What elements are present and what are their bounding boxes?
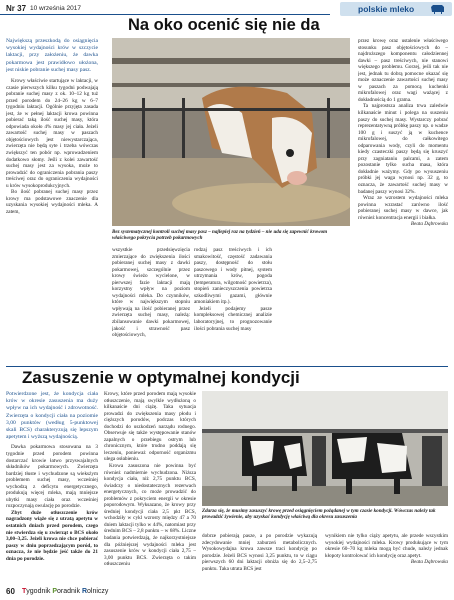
- article1-photo-caption: Bez systematycznej kontroli suchej masy pasz – najlepiej raz na tydzień – nie uda się zapewnić krowom właściwego pokrycia potrzeb pokarmowych: [112, 229, 328, 242]
- article2-col2: [104, 391, 196, 586]
- article1-lead: Największą przeszkodą do osiągnięcia wysokiej wydajności krów w szczycie laktacji, przy założeniu, że dawka pokarmowa jest prawidłowo ułożona, jest niskie pobranie suchej masy pasz.: [6, 38, 98, 73]
- article2-paragraph: Krowa zasuszona nie powinna być również nadmiernie wychudzona. Niższa kondycja ciała, niż 2,75 punktu BCS, świadczy o niedostatecznych rezerwach energetycznych, co może prowadzić do problemów z pokryciem energii w okresie poporodowym. Wyksazano, że krowy przy średniej kondycji ciała 2,5 pkt BCS, wchodziły w cykl wzrosty między 47 a 70 dniem laktacji tylko w 44%, natomiast przy średnim BCS – 2,8 punktu – w 68%. Liczne badania potwierdzają, że najkorzystniejsze dla późniejszej wydajności mleka jest zasuszenie krów w kondycji ciała 2,75 – 3,00 punktu BCS. Zwierzęta o takim otłuszczeniu: [104, 463, 196, 568]
- brand-letter: T: [22, 588, 27, 595]
- article1-col2: [112, 247, 190, 359]
- issue-number: Nr 37: [6, 4, 27, 13]
- article2-paragraph: dobrze pobierają pasze, a po porodzie wykazują zdecydowanie mniej zaburzeń metabolicznych. Wysokowydajna krowa zawsze traci kondycję po porodzie. Jeżeli BCS wynosi 3,25 punktu, to w ciągu pierwszych 60 dni laktacji obniża się do 2,5–2,75 punktu. Taka utrata BCS jest: [202, 533, 317, 572]
- page-number: 60: [6, 587, 15, 596]
- article2-col4: [325, 533, 448, 589]
- article1-paragraph: Ta najprostsza analiza trwa zaledwie kilkanaście minut i polega na suszeniu paszy do suchej masy. Wystarczy pobrać reprezentatywną próbkę paszy np. o wadze 100 g i suszyć ją w kuchence mikrofalowej, do całkowitego odparowania wody, czyli do momentu kiedy czasteczki paszy będą się kruszyć przy zagniataniu palcami, a zatem pozostanie tylko sucha masa, która dokładnie ważymy. Gdy po wysuszeniu próbki jej waga wynosi np. 32 g, to oznacza, że zawartość suchej masy w badanej paszy wynosi 32%.: [358, 103, 448, 195]
- section-divider: [6, 366, 448, 367]
- article2-photo-caption: Zdarza się, że musimy zasuszyć krowę przed osiągnięciem pożądanej w tym czasie kondycji. Wówczas należy tak prowadzić żywienie, aby uzyskać kondycję właściwą dla okresu zasuszenia: [202, 508, 436, 521]
- article1-paragraph: wszystkie przedsięwzięcia zmierzające do zwiększenia ilości pobieranej suchej masy z dawki pokarmowej, szczególnie przez krowy świeżo wycielone, w pierwszej fazie laktacji mają korzystny wpływ na poziom wydajności mleka. Do czynników, które w największym stopniu wpływają na ilość pobieranej przez zwierzęta suchej masy, należą: zbilansowanie dawki pokarmowej, jakość i strawność pasz objętościowych,: [112, 247, 190, 339]
- issue-date: 10 września 2017: [30, 5, 81, 12]
- article2-paragraph-bold: Zbyt duże otłuszczenie krów nagradzony wiąże się z utratą apetytu w ostatnich dniach przed porodem, czego nie stwierdza się u zwierząt o BCS około 3,00–3,25. Jeżeli krowa nie chce pobierać paszy w dniu poprzedzającym poród, to oznacza, że nie będzie jeść także do 21 dnia po porodzie.: [6, 509, 98, 562]
- article2-paragraph: Dawka pokarmowa stosowana na 3 tygodnie przed porodem powinna dostarczać krowie łatwo przyswajalnych składników pokarmowych. Zwierzęta bardziej tłuste i wychudzone są wieksżym problemem suchej masy, wcześniej wychodzą z deficytu energetycznego, produkują więcej mleka, mają mniejsze ubytki masy ciała oraz wcześniej rozpoczynają owulację po porodzie.: [6, 444, 98, 510]
- brand-letter: R: [81, 588, 87, 595]
- article2-paragraph: Krowy, które przed porodem mają wysokie otłuszczenie, mają swylkle wydłużoną o kilkanaście dni ciążę. Taka sytuacja prowadzi do zwiększenia masy płodu i cięższych porodów, podczas których dochodzi do uszkodzeń narządu rodnego. Obserwuje się także występowanie stanów zapalnych o przebiegu ostrym lub chronicznym, które trudno poddają się leczeniu, ponieważ odporność organizmu ulega osłabieniu.: [104, 391, 196, 463]
- publication-brand: [22, 588, 108, 595]
- article2-paragraph: wynikiem nie tylko ciąży apetytu, ale przede wszystkim wysokiej wydajności mleka. Krowy produkujące w tym okresie 60–70 kg mleka mogą być chude, należy jednak kłopoty kontrolować ich kondycję oraz apetyt.: [325, 533, 448, 559]
- article1-paragraph: rodzaj pasz treściwych i ich smakowitość, częstość zadawania paszy, dostępność do stołu paszowego i wody pitnej, system utrzymania krów, pogoda (temperatura, wilgotność powietrza), stopień zanieczyszczenia powietrza szkodliwymi gazami, głównie amoniakiem itp.).: [194, 247, 272, 306]
- article1-paragraph: Krowy właściwie startujące w laktacji, w czasie pierwszych kilku tygodni podwajają pobranie suchej masy z ok. 10–12 kg tuż przed porodem do 24–26 kg w 6–7 tygodniu laktacji. Ogólnie przyjęta zasada jest, że w pełnej laktacji krowa powinna pobierać taką ilość suchej masy, która odpowiada około 4% masy jej ciała. Jeżeli zawartość suchej masy w paszach objętościowych jest niewystarczająca, zwierzęta nie będą syte i trzeba wówczas zwiększyć ten pobór np. wprowadzeniem dodatkowo słomy. Jeśli z kolei zawartość suchej masy jest za wysoka, może to prowadzić do ograniczenia pobrania paszy treściwej oraz do ograniczenia wydajności u krów wysokoprodukcyjnych.: [6, 78, 98, 189]
- article2-col3: [202, 533, 317, 587]
- cows-feeding-photo: [112, 38, 350, 226]
- article1-paragraph: Wraz ze wzrostem wydajności mleka powinna wzrastać zarówno ilość pobieranej suchej masy w dawce, jak również koncentracja energii i białka.: [358, 195, 448, 221]
- article2-title: Zasuszenie w optymalnej kondycji: [22, 368, 300, 387]
- article2-author: Beata Dąbrowska: [410, 559, 448, 566]
- section-badge: [340, 2, 452, 16]
- section-label: polskie mleko: [358, 4, 415, 14]
- article1-paragraph: przez krowę oraz ustalenie właściwego stosunku pasz objętościowych do – najdroższego komponentu całodziennej dawki – pasz treściwych, nie stanowi większego problemu. Gorzej, jeśli tak nie jest, jednak tu dobrą pomocne okazać się może oznaczenie zawartości suchej masy w paszach za pomocą kuchenki mikrofalowej oraz wagi ważącej z dokładnością do 1 grama.: [358, 38, 448, 103]
- brand-word: olniczy: [87, 588, 109, 595]
- article1-col3: [194, 247, 272, 359]
- article1-col4: [358, 38, 448, 360]
- brand-word: ygodnik: [26, 588, 53, 595]
- brand-letter: P: [52, 588, 58, 595]
- article2-lead: Potwierdzone jest, że kondycja ciała krów w okresie zasuszenia ma duży wpływ na ich wydajność i zdrowotność. Zwierzęta o kondycji ciała na poziomie 3,00 punktów (według 5-punktowej skali BCS) charakteryzują się lepszym apetytem i wyższą wydajnością.: [6, 391, 98, 441]
- article1-title: Na oko ocenić się nie da: [128, 16, 320, 34]
- brand-word: oradnik: [57, 588, 82, 595]
- cows-barn-photo: [202, 391, 448, 506]
- header-rule: [0, 14, 330, 15]
- article2-col1: [6, 391, 98, 586]
- cow-icon: [430, 3, 446, 15]
- article1-author: Beata Dąbrowska: [410, 221, 448, 228]
- article1-paragraph: Jeżeli podajemy pasze kompleksowej chemicznej analizie laboratoryjnej, to prognozowanie ilości pobrania suchej masy: [194, 305, 272, 332]
- article1-paragraph: Bo ilość pobranej suchej masy przez krowy ma podstawowe znaczenie dla uzyskania wysokiej wydajności mleka. A zatem,: [6, 189, 98, 215]
